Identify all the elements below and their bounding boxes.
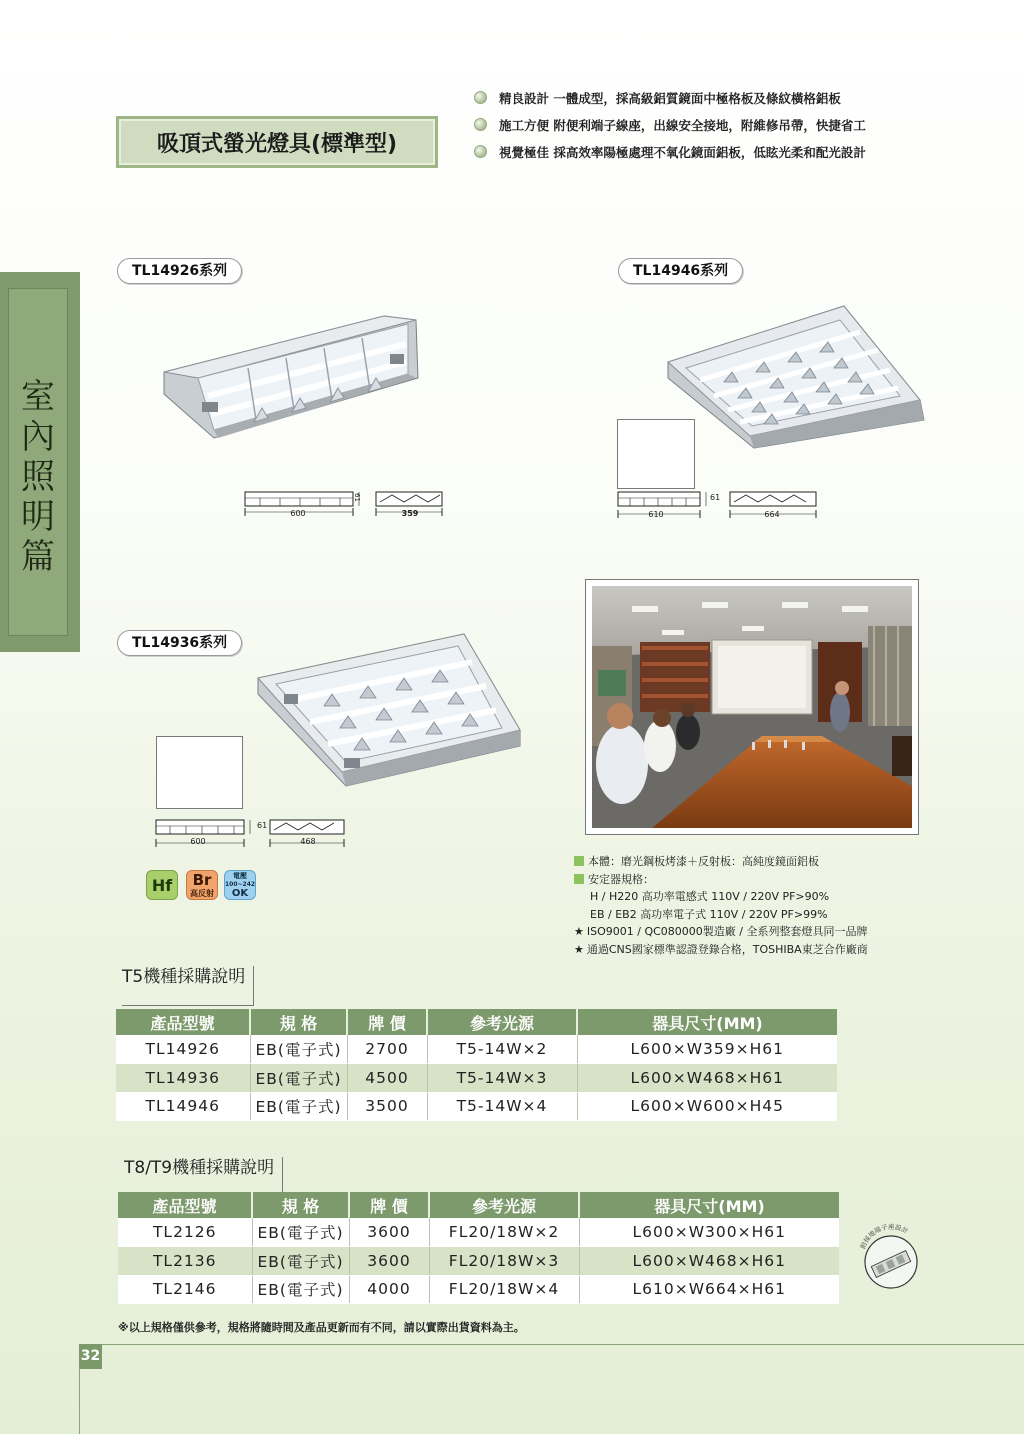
fixture-tl14946-image	[664, 300, 928, 450]
feature-text: 精良設計 一體成型，採高級鋁質鏡面中極格板及條紋橫格鋁板	[499, 90, 841, 106]
voltage-badge-ok: OK	[231, 888, 249, 899]
spec-line	[574, 853, 954, 871]
series-tag-tl14926: TL14926系列	[117, 258, 242, 284]
table-header-row	[118, 1192, 839, 1218]
cell-price: 3600	[349, 1247, 429, 1276]
cell-dimensions: L600×W468×H61	[579, 1247, 839, 1276]
cell-light-source: T5-14W×4	[427, 1092, 577, 1121]
table-row	[118, 1275, 839, 1304]
cell-spec: EB(電子式)	[250, 1035, 347, 1064]
col-header-spec: 規 格	[252, 1192, 349, 1218]
cell-spec: EB(電子式)	[252, 1247, 349, 1276]
cell-spec: EB(電子式)	[252, 1275, 349, 1304]
cell-model: TL2146	[118, 1275, 252, 1304]
star-icon: ★	[574, 942, 584, 956]
cell-price: 2700	[347, 1035, 427, 1064]
spec-line	[574, 906, 954, 924]
product-placeholder-box	[617, 419, 695, 489]
cell-light-source: T5-14W×2	[427, 1035, 577, 1064]
br-badge-label: Br	[192, 871, 212, 889]
feature-item	[474, 111, 934, 138]
dimension-length-label: 600	[290, 509, 306, 518]
dimension-width-label: 359	[401, 509, 419, 518]
star-icon: ★	[574, 925, 584, 939]
cell-dimensions: L600×W359×H61	[577, 1035, 837, 1064]
spec-notes	[574, 853, 954, 959]
spec-line	[574, 888, 954, 906]
side-category-tab	[0, 272, 80, 652]
col-header-price: 牌 價	[347, 1009, 427, 1035]
feature-item	[474, 138, 934, 165]
col-header-model: 產品型號	[116, 1009, 250, 1035]
t8-section-title: T8/T9機種採購說明	[124, 1157, 283, 1197]
dimension-length-label: 610	[648, 510, 664, 519]
cell-model: TL2126	[118, 1218, 252, 1247]
table-row	[116, 1092, 837, 1121]
cell-light-source: T5-14W×3	[427, 1064, 577, 1093]
t8-spec-table	[118, 1192, 839, 1304]
feature-list	[474, 84, 934, 165]
spec-text: H / H220 高功率電感式 110V / 220V PF>90%	[590, 890, 830, 904]
conference-room-photo-frame	[585, 579, 919, 835]
cell-dimensions: L610×W664×H61	[579, 1275, 839, 1304]
conference-room-photo	[592, 586, 912, 828]
cell-light-source: FL20/18W×3	[429, 1247, 579, 1276]
spec-line	[574, 923, 954, 941]
cell-price: 3500	[347, 1092, 427, 1121]
cell-spec: EB(電子式)	[250, 1092, 347, 1121]
square-bullet-icon	[574, 856, 584, 866]
page-bottom-rule	[79, 1344, 1024, 1345]
bullet-icon	[474, 91, 487, 104]
side-tab-label: 室內照明篇	[21, 377, 57, 577]
connector-arc-label: 附接地端子座設計	[859, 1222, 910, 1250]
page-title: 吸頂式螢光燈具(標準型)	[116, 116, 438, 168]
dimension-width-label: 468	[300, 837, 316, 846]
side-tab-panel	[8, 288, 68, 636]
cell-light-source: FL20/18W×2	[429, 1218, 579, 1247]
cell-model: TL14946	[116, 1092, 250, 1121]
col-header-dimensions: 器具尺寸(MM)	[577, 1009, 837, 1035]
cell-price: 3600	[349, 1218, 429, 1247]
page-number: 32	[79, 1344, 102, 1369]
spec-text: 安定器規格：	[588, 872, 654, 886]
table-row	[118, 1218, 839, 1247]
voltage-badge-range: 100~242	[225, 881, 256, 888]
table-header-row	[116, 1009, 837, 1035]
cell-price: 4000	[349, 1275, 429, 1304]
dimension-width-label: 664	[764, 510, 780, 519]
col-header-price: 牌 價	[349, 1192, 429, 1218]
cell-spec: EB(電子式)	[250, 1064, 347, 1093]
fixture-tl14926-image	[158, 310, 422, 450]
col-header-light-source: 參考光源	[429, 1192, 579, 1218]
cell-price: 4500	[347, 1064, 427, 1093]
table-row	[116, 1064, 837, 1093]
col-header-spec: 規 格	[250, 1009, 347, 1035]
series-tag-tl14946: TL14946系列	[618, 258, 743, 284]
fixture-tl14936-image	[254, 630, 524, 790]
br-high-reflect-badge	[186, 870, 218, 900]
cell-light-source: FL20/18W×4	[429, 1275, 579, 1304]
t5-spec-table	[116, 1009, 837, 1121]
col-header-model: 產品型號	[118, 1192, 252, 1218]
cell-dimensions: L600×W468×H61	[577, 1064, 837, 1093]
spec-text: ISO9001 / QC080000製造廠 / 全系列整套燈具同一品牌	[586, 925, 868, 939]
table-row	[116, 1035, 837, 1064]
bullet-icon	[474, 118, 487, 131]
spec-text: EB / EB2 高功率電子式 110V / 220V PF>99%	[590, 907, 828, 921]
cell-dimensions: L600×W300×H61	[579, 1218, 839, 1247]
voltage-ok-badge	[224, 870, 256, 900]
cell-dimensions: L600×W600×H45	[577, 1092, 837, 1121]
dimension-height-label: 61	[257, 821, 268, 830]
dimension-height-label: 61	[710, 493, 721, 502]
spec-text: 通過CNS國家標準認證登錄合格，TOSHIBA東芝合作廠商	[586, 942, 868, 956]
cell-model: TL14926	[116, 1035, 250, 1064]
footnote: ※以上規格僅供參考，規格將隨時間及產品更新而有不同，請以實際出貨資料為主。	[118, 1321, 525, 1334]
col-header-light-source: 參考光源	[427, 1009, 577, 1035]
table-row	[118, 1247, 839, 1276]
col-header-dimensions: 器具尺寸(MM)	[579, 1192, 839, 1218]
feature-text: 視覺極佳 採高效率陽極處理不氧化鏡面鋁板，低眩光柔和配光設計	[499, 144, 866, 160]
cell-model: TL14936	[116, 1064, 250, 1093]
dimension-length-label: 600	[190, 837, 206, 846]
spec-line	[574, 871, 954, 889]
voltage-badge-title: 電壓	[233, 872, 247, 880]
hf-badge: Hf	[146, 870, 178, 900]
series-tag-tl14936: TL14936系列	[117, 630, 242, 656]
product-placeholder-box	[156, 736, 243, 809]
bullet-icon	[474, 145, 487, 158]
cell-model: TL2136	[118, 1247, 252, 1276]
feature-text: 施工方便 附便利端子線座，出線安全接地，附維修吊帶，快捷省工	[499, 117, 866, 133]
br-badge-sublabel: 高反射	[190, 889, 214, 898]
cell-spec: EB(電子式)	[252, 1218, 349, 1247]
t5-section-title: T5機種採購說明	[122, 966, 254, 1006]
spec-line	[574, 941, 954, 959]
square-bullet-icon	[574, 874, 584, 884]
ground-terminal-icon	[856, 1222, 926, 1292]
dimension-height-label: 61	[353, 493, 361, 502]
spec-text: 本體：磨光鋼板烤漆＋反射板：高純度鏡面鋁板	[588, 855, 819, 868]
feature-item	[474, 84, 934, 111]
